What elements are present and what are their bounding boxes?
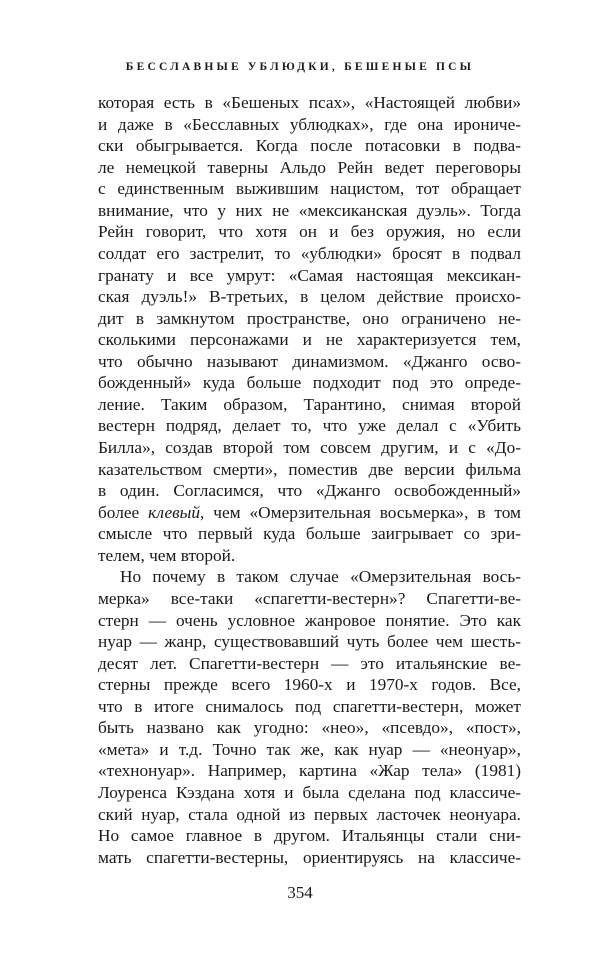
text-line: в один. Согласимся, что «Джанго освобожденный» <box>98 481 521 501</box>
text-line: «мета» и т.д. Точно так же, как нуар — «неонуар», <box>98 739 521 759</box>
text-line: ле немецкой таверны Альдо Рейн ведет переговоры <box>98 157 521 177</box>
text-line: стерн — очень условное жанровое понятие. Это как <box>98 610 521 630</box>
text-line: стерны прежде всего 1960-х и 1970-х годов. Все, <box>98 675 521 695</box>
paragraph-1 <box>98 92 521 502</box>
text-line: быть названо как угодно: «нео», «псевдо», «пост», <box>98 718 521 738</box>
text-line: которая есть в «Бешеных псах», «Настоящей любви» <box>98 93 521 112</box>
text-line: телем, чем второй. <box>98 545 236 565</box>
text-line: ление. Таким образом, Тарантино, снимая второй <box>98 394 521 414</box>
italic-word: клевый <box>148 502 201 522</box>
text-line: мать спагетти-вестерны, ориентируясь на классиче- <box>98 847 521 867</box>
text-line: гранату и все умрут: «Самая настоящая мексикан- <box>98 265 521 285</box>
text-line: сколькими персонажами и не характеризуется тем, <box>98 330 521 350</box>
paragraph-1-tail <box>98 523 521 566</box>
text-segment: , чем «Омерзительная восьмерка», в том <box>200 502 521 522</box>
text-line: ская дуэль!» В-третьих, в целом действие происхо- <box>98 287 521 307</box>
text-line: казательством смерти», поместив две версии фильма <box>98 459 521 479</box>
text-line: смысле что первый куда больше заигрывает со зри- <box>98 524 521 544</box>
text-line: Рейн говорит, что хотя он и без оружия, но если <box>98 222 521 242</box>
body-text <box>98 92 521 868</box>
text-line: Лоуренса Кэздана хотя и была сделана под классиче- <box>98 783 521 802</box>
text-line: десят лет. Спагетти-вестерн — это итальянские ве- <box>98 653 521 673</box>
text-line: вестерн подряд, делает то, что уже делал с «Убить <box>98 416 521 436</box>
text-line: солдат его застрелит, то «ублюдки» бросят в подвал <box>98 243 521 263</box>
text-line: «технонуар». Например, картина «Жар тела» (1981) <box>98 761 521 781</box>
text-line: и даже в «Бесславных ублюдках», где она ирониче- <box>98 114 521 134</box>
text-line: ски обыгрывается. Когда после потасовки в подва- <box>98 136 521 156</box>
text-line: Но самое главное в другом. Итальянцы стали сни- <box>98 826 521 846</box>
text-line: божденный» куда больше подходит под это опреде- <box>98 373 521 393</box>
text-line: нуар — жанр, существовавший чуть более чем шесть- <box>98 632 521 652</box>
paragraph-2 <box>98 566 521 868</box>
text-line: внимание, что у них не «мексиканская дуэль». Тогда <box>98 200 521 220</box>
text-line: с единственным выжившим нацистом, тот обращает <box>98 179 521 199</box>
text-line: Но почему в таком случае «Омерзительная вось- <box>120 567 521 587</box>
text-line: что обычно называют динамизмом. «Джанго осво- <box>98 351 521 371</box>
text-line: что в итоге снималось под спагетти-вестерн, может <box>98 696 521 716</box>
page-number: 354 <box>287 883 313 902</box>
text-segment: более <box>98 502 149 522</box>
text-line: дит в замкнутом пространстве, оно ограничено не- <box>98 308 521 328</box>
text-line: ский нуар, стала одной из первых ласточек неонуара. <box>98 804 521 824</box>
text-line <box>98 502 521 524</box>
text-line: мерка» все-таки «спагетти-вестерн»? Спагетти-ве- <box>98 588 521 608</box>
running-header: БЕССЛАВНЫЕ УБЛЮДКИ, БЕШЕНЫЕ ПСЫ <box>125 61 475 73</box>
text-line: Билла», создав второй том совсем другим, и с «До- <box>98 438 521 457</box>
